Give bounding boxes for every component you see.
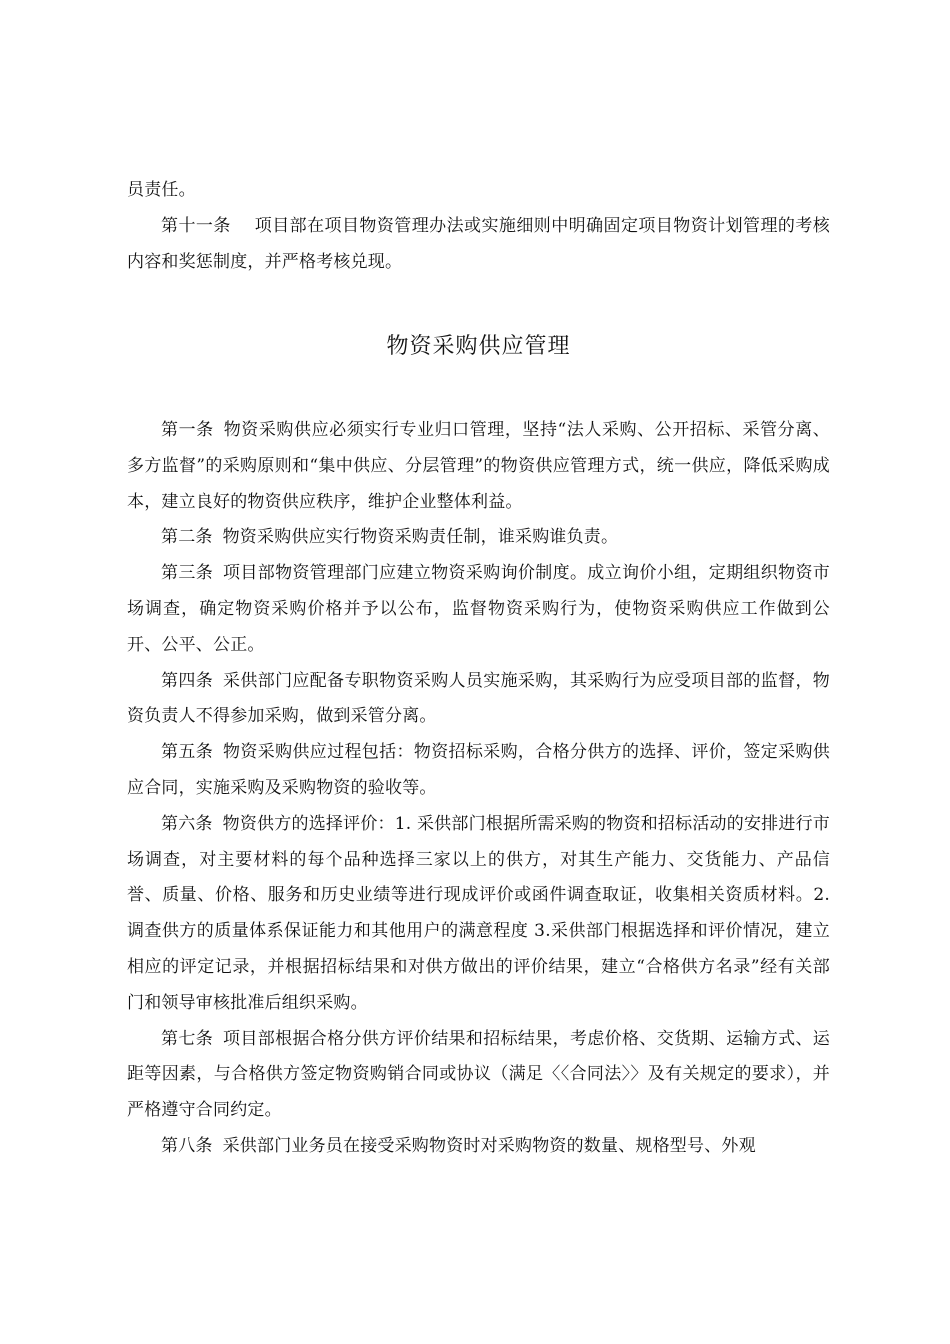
article-text: 采供部门应配备专职物资采购人员实施采购，其采购行为应受项目部的监督，物资负责人不得参加采购，做到采管分离。 [127, 670, 830, 727]
article-paragraph [127, 1129, 830, 1165]
article-text: 项目部在项目物资管理办法或实施细则中明确固定项目物资计划管理的考核内容和奖惩制度，并严格考核兑现。 [127, 215, 830, 272]
articles-list [127, 413, 830, 1165]
previous-section-text [127, 173, 830, 280]
article-label: 第七条 [161, 1028, 214, 1049]
article-label: 第五条 [161, 742, 214, 763]
article-paragraph [127, 413, 830, 520]
article-text: 物资采购供应实行物资采购责任制，谁采购谁负责。 [222, 527, 619, 548]
article-paragraph [127, 556, 830, 663]
article-label: 第四条 [161, 670, 214, 691]
article-text: 物资采购供应必须实行专业归口管理，坚持“法人采购、公开招标、采管分离、多方监督”的采购原则和“集中供应、分层管理”的物资供应管理方式，统一供应，降低采购成本，建立良好的物资供应秩序，维护企业整体利益。 [127, 420, 830, 512]
article-label: 第一条 [161, 420, 214, 440]
article-paragraph [127, 1022, 830, 1129]
article-paragraph [127, 807, 830, 1022]
article-label: 第八条 [161, 1135, 213, 1156]
article-label: 第十一条 [161, 215, 231, 236]
article-label: 第六条 [161, 813, 213, 834]
section-title: 物资采购供应管理 [386, 334, 571, 359]
continuation-paragraph: 员责任。 [127, 180, 196, 200]
article-paragraph [127, 664, 830, 736]
article-text: 物资供方的选择评价：1. 采供部门根据所需采购的物资和招标活动的安排进行市场调查，对主要材料的每个品种选择三家以上的供方，对其生产能力、交货能力、产品信誉、质量、价格、服务和历史业绩等进行现成评价或函件调查取证，收集相关资质材料。2.调查供方的质量体系保证能力和其他用户的满意程度 3.采供部门根据选择和评价情况，建立相应的评定记录，并根据招标结果和对供方做出的评价结果，建立“合格供方名录”经有关部门和领导审核批准后组织采购。 [127, 813, 830, 1013]
article-paragraph [127, 520, 830, 556]
article-text: 项目部根据合格分供方评价结果和招标结果，考虑价格、交货期、运输方式、运距等因素，与合格供方签定物资购销合同或协议（满足〈〈合同法〉〉及有关规定的要求），并严格遵守合同约定。 [127, 1028, 830, 1121]
article-text: 项目部物资管理部门应建立物资采购询价制度。成立询价小组，定期组织物资市场调查，确定物资采购价格并予以公布，监督物资采购行为，使物资采购供应工作做到公开、公平、公正。 [127, 563, 830, 655]
article-label: 第三条 [161, 563, 214, 584]
article-label: 第二条 [161, 527, 213, 548]
article-text: 物资采购供应过程包括：物资招标采购，合格分供方的选择、评价，签定采购供应合同，实施采购及采购物资的验收等。 [127, 742, 830, 798]
article-11-paragraph [127, 209, 830, 281]
article-paragraph [127, 735, 830, 807]
article-text: 采供部门业务员在接受采购物资时对采购物资的数量、规格型号、外观 [222, 1135, 756, 1156]
